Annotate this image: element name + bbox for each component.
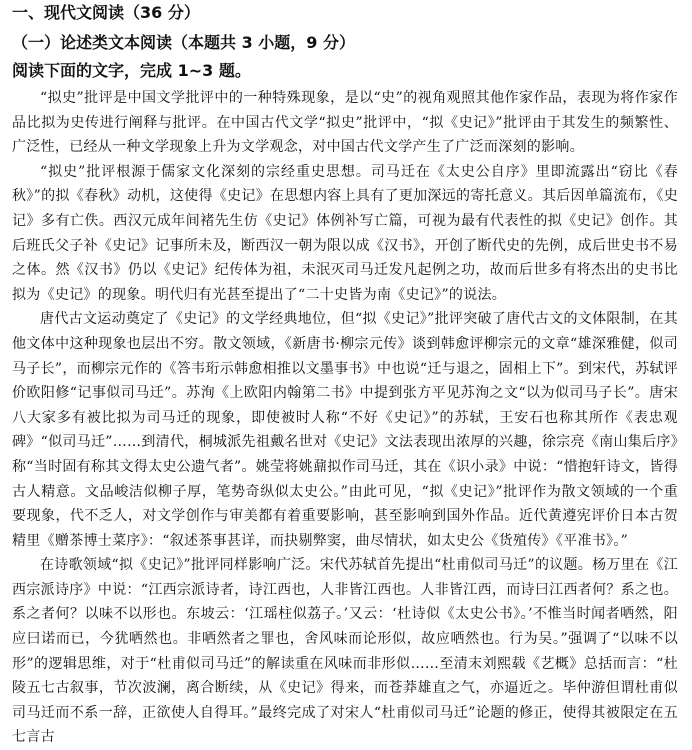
- paragraph-1: “拟史”批评是中国文学批评中的一种特殊现象，是以“史”的视角观照其他作家作品，表现为将作家作品比拟为史传进行阐释与批评。在中国古代文学“拟史”批评中，“拟《史记》”批评由于其发生的频繁性、广泛性，已经从一种文学现象上升为文学观念，对中国古代文学产生了广泛而深刻的影响。: [12, 90, 678, 156]
- paragraph-2: “拟史”批评根源于儒家文化深刻的宗经重史思想。司马迁在《太史公自序》里即流露出“窃比《春秋》”的拟《春秋》动机，这使得《史记》在思想内容上具有了更加深远的寄托意义。其后因单篇流布，《史记》多有亡佚。西汉元成年间褚先生仿《史记》体例补写亡篇，可视为最有代表性的拟《史记》创作。其后班氏父子补《史记》记事所未及，断西汉一朝为限以成《汉书》，开创了断代史的先例，成后世史书不易之体。然《汉书》仍以《史记》纪传体为祖，未泯灭司马迁发凡起例之功，故而后世多有将杰出的史书比拟为《史记》的现象。明代归有光甚至提出了“二十史皆为南《史记》”的说法。: [12, 163, 678, 303]
- paragraph-3: 唐代古文运动奠定了《史记》的文学经典地位，但“拟《史记》”批评突破了唐代古文的文体限制，在其他文体中这种现象也层出不穷。散文领域，《新唐书·柳宗元传》谈到韩愈评柳宗元的文章“雄深雅健，似司马子长”，而柳宗元作的《答韦珩示韩愈相推以文墨事书》中也说“迁与退之，固相上下”。到宋代，苏轼评价欧阳修“记事似司马迁”。苏洵《上欧阳内翰第二书》中提到张方平见苏洵之文“以为似司马子长”。唐宋八大家多有被比拟为司马迁的现象，即使被时人称“不好《史记》”的苏轼，王安石也称其所作《表忠观碑》“似司马迁”……到清代，桐城派先祖戴名世对《史记》文法表现出浓厚的兴趣，徐宗亮《南山集后序》称“当时固有称其文得太史公遗气者”。姚莹将姚鼐拟作司马迁，其在《识小录》中说：“惜抱轩诗文，皆得古人精意。文品峻洁似柳子厚，笔势奇纵似太史公。”由此可见，“拟《史记》”批评作为散文领域的一个重要现象，代不乏人，对文学创作与审美都有着重要影响，甚至影响到国外作品。近代黄遵宪评价日本古贺精里《赠茶博士菜序》：“叙述茶事甚详，而抉剔弊窦，曲尽情状，如太史公《货殖传》《平准书》。”: [12, 311, 678, 549]
- section-subheading: （一）论述类文本阅读（本题共 3 小题，9 分）: [12, 33, 355, 52]
- article-body: [12, 86, 678, 750]
- reading-instruction: 阅读下面的文字，完成 1~3 题。: [12, 61, 251, 80]
- section-heading: 一、现代文阅读（36 分）: [12, 3, 200, 22]
- paragraph-4: 在诗歌领域“拟《史记》”批评同样影响广泛。宋代苏轼首先提出“杜甫似司马迁”的议题。杨万里在《江西宗派诗序》中说：“江西宗派诗者，诗江西也，人非皆江西也。人非皆江西，而诗曰江西者何？系之也。系之者何？以味不以形也。东坡云：‘江瑶柱似荔子。’又云：‘杜诗似《太史公书》。’不惟当时闻者哂然，阳应曰诺而已，今犹哂然也。非哂然者之罪也，舍风味而论形似，故应哂然也。行为吴。”强调了“以味不以形”的逻辑思维，对于“杜甫似司马迁”的解读重在风味而非形似……至清末刘熙载《艺概》总括而言：“杜陵五七古叙事，节次波澜，离合断续，从《史记》得来，而苍莽雄直之气，亦逼近之。毕仲游但谓杜甫似司马迁而不系一辞，正欲使人自得耳。”最终完成了对宋人“杜甫似司马迁”论题的修正，使得其被限定在五七言古: [12, 557, 678, 746]
